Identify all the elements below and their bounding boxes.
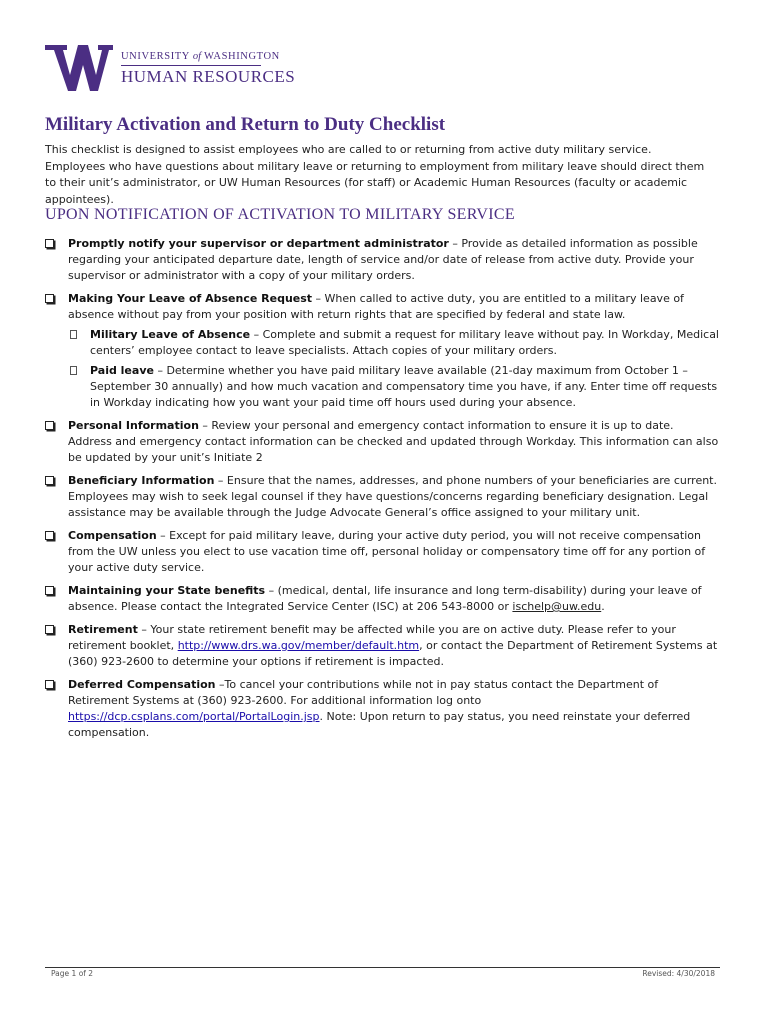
- sub-checklist: [68, 327, 720, 411]
- logo-department-text: HUMAN RESOURCES: [121, 67, 296, 86]
- checklist-item-notify: Promptly notify your supervisor or department administrator – Provide as detailed information as possible regarding your anticipated departure date, length of service and/or date of release from active duty. Provide your supervisor or administrator with a copy of your military orders.: [45, 236, 720, 284]
- checkbox-icon[interactable]: [45, 476, 54, 485]
- uw-hr-logo: [45, 45, 295, 93]
- checklist-item-leave-request: Making Your Leave of Absence Request – When called to active duty, you are entitled to a military leave of absence without pay from your position with return rights that are specified by federal and state law. Military Leave of Absence – Complete and submit a request for military leave without pay. In Workday, Medical centers’ employee contact to leave specialists. Attach copies of your military orders. Paid leave – Determine whether you have paid military leave available (21-day maximum from October 1 – September 30 annually) and how much vacation and compensatory time you have, if any. Enter time off requests in Workday indicating how you want your paid time off hours used during your absence.: [45, 291, 720, 411]
- checkbox-icon[interactable]: [45, 239, 54, 248]
- checkbox-icon[interactable]: [45, 294, 54, 303]
- checklist-item-beneficiary: Beneficiary Information – Ensure that the names, addresses, and phone numbers of your beneficiaries are current. Employees may wish to seek legal counsel if they have questions/concerns regarding beneficiary designation. Legal assistance may be available through the Judge Advocate General’s office assigned to your military unit.: [45, 473, 720, 521]
- logo-rule: [121, 65, 261, 66]
- checklist-item-personal-info: Personal Information – Review your personal and emergency contact information to ensure it is up to date. Address and emergency contact information can be checked and updated through Workday. This information can also be updated by your unit’s Initiate 2: [45, 418, 720, 466]
- checklist-item-state-benefits: Maintaining your State benefits – (medical, dental, life insurance and long term-disability) during your leave of absence. Please contact the Integrated Service Center (ISC) at 206 543-8000 or ischelp@uw.edu.: [45, 583, 720, 615]
- drs-link[interactable]: http://www.drs.wa.gov/member/default.htm: [177, 639, 420, 652]
- section-heading: UPON NOTIFICATION OF ACTIVATION TO MILITARY SERVICE: [45, 206, 515, 223]
- checkbox-icon[interactable]: [45, 680, 54, 689]
- isc-email-link[interactable]: ischelp@uw.edu: [512, 600, 602, 613]
- checklist-item-compensation: Compensation – Except for paid military leave, during your active duty period, you will not receive compensation from the UW unless you elect to use vacation time off, personal holiday or compensatory time off for any portion of your active duty service.: [45, 528, 720, 576]
- checkbox-icon[interactable]: [45, 531, 54, 540]
- sub-item-military-leave: Military Leave of Absence – Complete and submit a request for military leave without pay. In Workday, Medical centers’ employee contact to leave specialists. Attach copies of your military orders.: [68, 327, 720, 359]
- checklist-item-deferred-comp: Deferred Compensation –To cancel your contributions while not in pay status contact the Department of Retirement Systems at (360) 923-2600. For additional information log onto https://dcp.csplans.com/portal/PortalLogin.jsp. Note: Upon return to pay status, you need reinstate your deferred compensation.: [45, 677, 720, 741]
- checkbox-icon[interactable]: [45, 421, 54, 430]
- document-title: Military Activation and Return to Duty Checklist: [45, 114, 446, 135]
- checklist: [45, 236, 720, 748]
- checklist-item-retirement: Retirement – Your state retirement benefit may be affected while you are on active duty. Please refer to your retirement booklet, http://www.drs.wa.gov/member/default.htm, or contact the Department of Retirement Systems at (360) 923-2600 to determine your options if retirement is impacted.: [45, 622, 720, 670]
- sub-checkbox-icon[interactable]: [70, 366, 77, 375]
- uw-w-logo-icon: [45, 45, 113, 91]
- revised-date: Revised: 4/30/2018: [642, 969, 715, 978]
- footer-rule: [45, 967, 720, 968]
- page-number: Page 1 of 2: [51, 969, 94, 978]
- dcp-portal-link[interactable]: https://dcp.csplans.com/portal/PortalLogin.jsp: [68, 710, 320, 723]
- checkbox-icon[interactable]: [45, 625, 54, 634]
- checkbox-icon[interactable]: [45, 586, 54, 595]
- sub-checkbox-icon[interactable]: [70, 330, 77, 339]
- logo-university-text: UNIVERSITY of WASHINGTON: [121, 51, 280, 62]
- sub-item-paid-leave: Paid leave – Determine whether you have paid military leave available (21-day maximum from October 1 – September 30 annually) and how much vacation and compensatory time you have, if any. Enter time off requests in Workday indicating how you want your paid time off hours used during your absence.: [68, 363, 720, 411]
- intro-paragraph: This checklist is designed to assist employees who are called to or returning from active duty military service. Employees who have questions about military leave or returning to employment from military leave should direct them to their unit’s administrator, or UW Human Resources (for staff) or Academic Human Resources (faculty or academic appointees).: [45, 143, 705, 206]
